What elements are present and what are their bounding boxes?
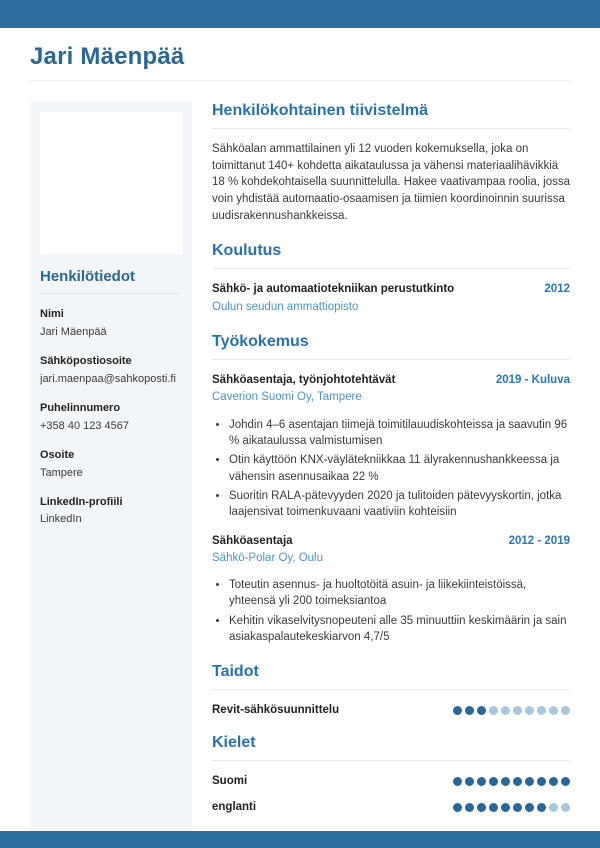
contact-field-value: Jari Mäenpää	[40, 325, 107, 338]
rating-dot	[489, 777, 498, 786]
rating-dot	[561, 777, 570, 786]
main-column	[212, 102, 570, 831]
section-education	[212, 242, 570, 315]
contact-field	[40, 448, 182, 482]
job-title: Sähköasentaja	[212, 534, 293, 547]
contact-field-value: LinkedIn	[40, 513, 82, 526]
education-entry-head	[212, 282, 570, 298]
rating-dot	[561, 803, 570, 812]
languages-heading: Kielet	[212, 734, 570, 761]
summary-text: Sähköalan ammattilainen yli 12 vuoden kokemuksella, joka on toimittanut 140+ kohdetta aikataulussa ja vähensi materiaalihävikkiä 18 % kohdekohtaisella suunnittelulla. Hakee vaativampaa roolia, jossa voin yhdistää automaatio-osaamisen ja tiimien koordinoinnin suurissa uudisrakennushankkeissa.	[212, 143, 570, 222]
rating-dot	[525, 803, 534, 812]
content-columns	[30, 102, 570, 831]
contact-field	[40, 401, 182, 435]
rating-dots	[453, 706, 570, 715]
rating-dot	[477, 803, 486, 812]
top-accent-bar	[0, 0, 600, 28]
contact-field-value: Tampere	[40, 466, 83, 479]
rating-dot	[453, 706, 462, 715]
education-heading: Koulutus	[212, 242, 570, 269]
rating-dot	[561, 706, 570, 715]
rating-dot	[453, 803, 462, 812]
skill-row	[212, 704, 570, 716]
sidebar	[30, 102, 192, 831]
education-dates: 2012	[544, 283, 570, 296]
bottom-accent-bar	[0, 831, 600, 848]
contact-field-label: LinkedIn-profiili	[40, 495, 123, 508]
rating-dot	[513, 803, 522, 812]
rating-dot	[525, 706, 534, 715]
rating-dot	[525, 777, 534, 786]
rating-dot	[549, 803, 558, 812]
contact-field-value: jari.maenpaa@sahkoposti.fi	[40, 372, 176, 385]
language-row-label: Suomi	[212, 775, 248, 788]
job-bullets	[229, 577, 570, 645]
page-title: Jari Mäenpää	[30, 43, 185, 70]
contact-field	[40, 307, 182, 341]
skills-heading: Taidot	[212, 663, 570, 690]
rating-dot	[489, 706, 498, 715]
rating-dot	[465, 803, 474, 812]
section-experience	[212, 333, 570, 646]
job-dates: 2012 - 2019	[508, 534, 570, 547]
contact-field-label: Nimi	[40, 308, 64, 320]
rating-dots	[453, 803, 570, 812]
sidebar-section-title: Henkilötiedot	[40, 268, 182, 294]
rating-dot	[489, 803, 498, 812]
rating-dot	[501, 706, 510, 715]
section-summary	[212, 102, 570, 224]
section-languages	[212, 734, 570, 813]
rating-dot	[501, 803, 510, 812]
job-bullet: • Otin käyttöön KNX-väylätekniikkaa 11 älyrakennushankkeessa ja vähensin asennusaikaa 22 %	[229, 452, 570, 485]
job-bullet: • Toteutin asennus- ja huoltotöitä asuin- ja liikekiinteistöissä, yhteensä yli 200 toimeksiantoa	[229, 577, 570, 610]
contact-field-label: Puhelinnumero	[40, 401, 121, 414]
rating-dot	[549, 706, 558, 715]
rating-dot	[549, 777, 558, 786]
rating-dot	[501, 777, 510, 786]
profile-photo-placeholder	[40, 112, 182, 254]
rating-dot	[465, 706, 474, 715]
job-bullets	[229, 417, 570, 521]
experience-entry-head	[212, 534, 570, 550]
job-dates: 2019 - Kuluva	[495, 373, 570, 386]
language-row	[212, 775, 570, 787]
job-title: Sähköasentaja, työnjohtotehtävät	[212, 373, 396, 386]
contact-field-label: Sähköpostiosoite	[40, 354, 132, 367]
section-skills	[212, 663, 570, 716]
company-name: Caverion Suomi Oy, Tampere	[212, 391, 362, 404]
rating-dot	[537, 706, 546, 715]
education-items	[212, 282, 570, 315]
degree-title: Sähkö- ja automaatiotekniikan perustutkinto	[212, 283, 455, 296]
school-name: Oulun seudun ammattiopisto	[212, 300, 359, 313]
rating-dot	[465, 777, 474, 786]
skill-rows	[212, 704, 570, 716]
company-name: Sähkö-Polar Oy, Oulu	[212, 552, 324, 565]
education-entry	[212, 282, 570, 315]
rating-dot	[477, 706, 486, 715]
rating-dot	[537, 803, 546, 812]
experience-entry-head	[212, 373, 570, 389]
contact-field	[40, 495, 182, 529]
rating-dot	[453, 777, 462, 786]
job-bullet: • Johdin 4–6 asentajan tiimejä toimitilauudiskohteissa ja saavutin 96 % aikataulussa valmistumisen	[229, 417, 570, 450]
summary-heading: Henkilökohtainen tiivistelmä	[212, 102, 570, 129]
job-bullet: • Suoritin RALA-pätevyyden 2020 ja tulitoiden pätevyyskortin, jotka laajensivat toimenkuvaani vaativiin kohteisiin	[229, 488, 570, 521]
header	[30, 28, 570, 81]
rating-dot	[477, 777, 486, 786]
language-row	[212, 801, 570, 813]
experience-heading: Työkokemus	[212, 333, 570, 360]
language-row-label: englanti	[212, 801, 257, 814]
experience-items	[212, 373, 570, 646]
skill-row-label: Revit-sähkösuunnittelu	[212, 704, 340, 717]
job-bullet: • Kehitin vikaselvitysnopeuteni alle 35 minuuttiin keskimäärin ja sain asiakaspalautekeskiarvon 4,7/5	[229, 613, 570, 646]
contact-field-label: Osoite	[40, 448, 75, 461]
experience-entry	[212, 373, 570, 521]
rating-dots	[453, 777, 570, 786]
rating-dot	[513, 706, 522, 715]
language-rows	[212, 775, 570, 813]
experience-entry	[212, 534, 570, 646]
rating-dot	[513, 777, 522, 786]
contact-field	[40, 354, 182, 388]
contact-fields	[40, 307, 182, 528]
rating-dot	[537, 777, 546, 786]
contact-field-value: +358 40 123 4567	[40, 419, 130, 432]
